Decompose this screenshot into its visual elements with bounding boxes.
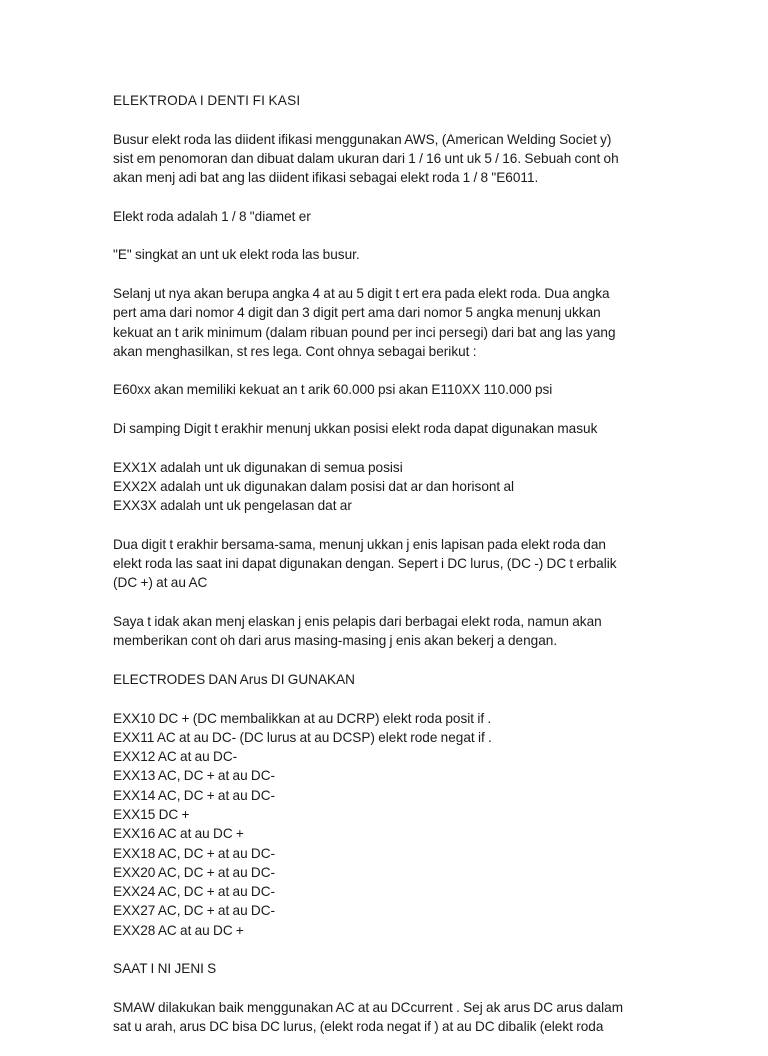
text-line: Saya t idak akan menj elaskan j enis pelapis dari berbagai elekt roda, namun akan [113, 614, 602, 630]
paragraph [113, 959, 653, 978]
text-line: EXX28 AC at au DC + [113, 922, 244, 938]
text-line: EXX16 AC at au DC + [113, 826, 244, 842]
text-line: EXX27 AC, DC + at au DC- [113, 903, 276, 919]
text-line: Elekt roda adalah 1 / 8 "diamet er [113, 208, 311, 224]
text-line: sat u arah, arus DC bisa DC lurus, (elekt roda negat if ) at au DC dibalik (elekt roda [113, 1019, 604, 1035]
paragraph [113, 245, 653, 264]
text-line: Di samping Digit t erakhir menunj ukkan posisi elekt roda dapat digunakan masuk [113, 421, 598, 437]
text-line: EXX15 DC + [113, 806, 190, 822]
document-page [113, 91, 653, 1056]
document-body [113, 130, 653, 1037]
paragraph [113, 535, 653, 593]
text-line: E60xx akan memiliki kekuat an t arik 60.000 psi akan E110XX 110.000 psi [113, 382, 553, 398]
text-line: EXX14 AC, DC + at au DC- [113, 787, 276, 803]
text-line: EXX1X adalah unt uk digunakan di semua posisi [113, 459, 403, 475]
text-line: Dua digit t erakhir bersama-sama, menunj ukkan j enis lapisan pada elekt roda dan [113, 536, 606, 552]
text-line: SAAT I NI JENI S [113, 961, 217, 977]
text-line: EXX3X adalah unt uk pengelasan dat ar [113, 498, 352, 514]
text-line: ELECTRODES DAN Arus DI GUNAKAN [113, 671, 355, 687]
text-line: SMAW dilakukan baik menggunakan AC at au DCcurrent . Sej ak arus DC arus dalam [113, 999, 624, 1015]
text-line: pert ama dari nomor 4 digit dan 3 digit pert ama dari nomor 5 angka menunj ukkan [113, 305, 601, 321]
text-line: akan menghasilkan, st res lega. Cont ohnya sebagai berikut : [113, 343, 477, 359]
text-line: memberikan cont oh dari arus masing-masing j enis akan bekerj a dengan. [113, 633, 558, 649]
paragraph [113, 670, 653, 689]
text-line: EXX11 AC at au DC- (DC lurus at au DCSP) elekt rode negat if . [113, 729, 492, 745]
text-line: "E" singkat an unt uk elekt roda las busur. [113, 247, 360, 263]
text-line: (DC +) at au AC [113, 575, 208, 591]
paragraph [113, 709, 653, 941]
text-line: Busur elekt roda las diident ifikasi menggunakan AWS, (American Welding Societ y) [113, 131, 612, 147]
paragraph [113, 380, 653, 399]
paragraph [113, 419, 653, 438]
text-line: akan menj adi bat ang las diident ifikasi sebagai elekt roda 1 / 8 "E6011. [113, 170, 539, 186]
text-line: sist em penomoran dan dibuat dalam ukuran dari 1 / 16 unt uk 5 / 16. Sebuah cont oh [113, 150, 619, 166]
paragraph [113, 130, 653, 188]
text-line: EXX10 DC + (DC membalikkan at au DCRP) elekt roda posit if . [113, 710, 492, 726]
text-line: kekuat an t arik minimum (dalam ribuan pound per inci persegi) dari bat ang las yang [113, 324, 616, 340]
text-line: EXX20 AC, DC + at au DC- [113, 864, 276, 880]
paragraph [113, 458, 653, 516]
paragraph [113, 284, 653, 361]
text-line: elekt roda las saat ini dapat digunakan dengan. Sepert i DC lurus, (DC -) DC t erbalik [113, 556, 617, 572]
text-line: EXX18 AC, DC + at au DC- [113, 845, 276, 861]
paragraph [113, 998, 653, 1037]
text-line: EXX2X adalah unt uk digunakan dalam posisi dat ar dan horisont al [113, 478, 515, 494]
text-line: EXX24 AC, DC + at au DC- [113, 884, 276, 900]
text-line: EXX13 AC, DC + at au DC- [113, 768, 276, 784]
document-title: ELEKTRODA I DENTI FI KASI [113, 93, 301, 108]
text-line: EXX12 AC at au DC- [113, 749, 238, 765]
paragraph [113, 207, 653, 226]
paragraph [113, 612, 653, 651]
text-line: Selanj ut nya akan berupa angka 4 at au 5 digit t ert era pada elekt roda. Dua angka [113, 285, 610, 301]
